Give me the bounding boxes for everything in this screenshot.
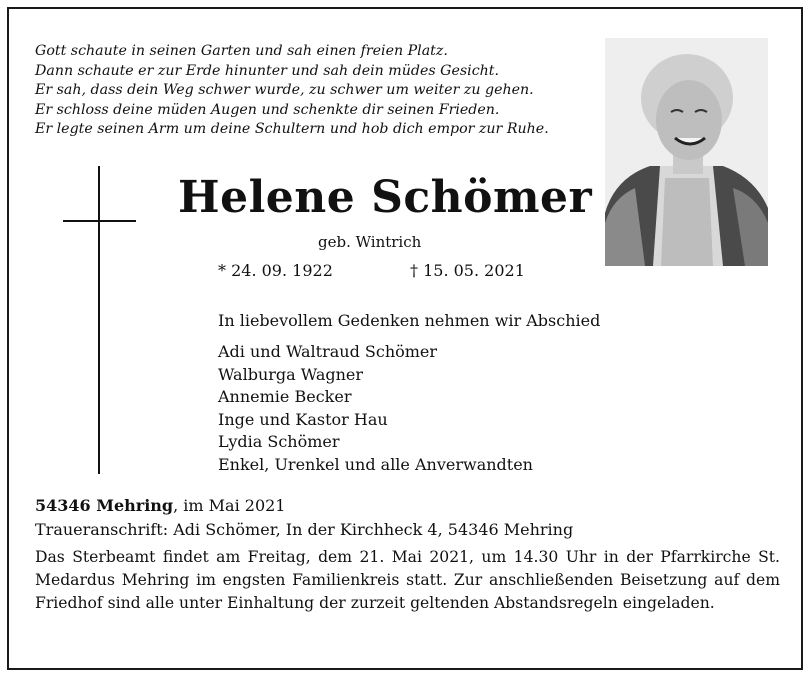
cross-vertical-bar bbox=[98, 166, 100, 474]
service-notice: Das Sterbeamt findet am Freitag, dem 21. Mai 2021, um 14.30 Uhr in der Pfarrkirche St. Medardus Mehring im engsten Familienkreis statt. Zur anschließenden Beisetzung auf dem Friedhof sind alle unter Einhaltung der zurzeit geltenden Abstandsregeln eingeladen. bbox=[35, 548, 780, 612]
place-month: , im Mai 2021 bbox=[173, 496, 286, 515]
poem-line: Er sah, dass dein Weg schwer wurde, zu schwer um weiter zu gehen. bbox=[35, 82, 534, 98]
mourner: Adi und Waltraud Schömer bbox=[218, 342, 438, 361]
maiden-name: geb. Wintrich bbox=[318, 233, 422, 251]
place-date bbox=[35, 496, 285, 515]
poem-line: Er schloss deine müden Augen und schenkte dir seinen Frieden. bbox=[35, 101, 500, 118]
poem-line: Dann schaute er zur Erde hinunter und sah dein müdes Gesicht. bbox=[35, 62, 499, 79]
mourner: Enkel, Urenkel und alle Anverwandten bbox=[218, 454, 533, 474]
mourner: Lydia Schömer bbox=[218, 432, 340, 451]
mourner: Inge und Kastor Hau bbox=[218, 409, 388, 429]
mourner: Annemie Becker bbox=[218, 387, 352, 406]
death-date: † 15. 05. 2021 bbox=[410, 261, 525, 280]
poem bbox=[35, 42, 605, 140]
portrait-photo bbox=[605, 38, 768, 266]
farewell-line: In liebevollem Gedenken nehmen wir Abschied bbox=[218, 311, 601, 330]
deceased-name: Helene Schömer bbox=[178, 172, 593, 223]
place-city: 54346 Mehring bbox=[35, 496, 174, 515]
poem-line: Er legte seinen Arm um deine Schultern und hob dich empor zur Ruhe. bbox=[35, 121, 549, 137]
poem-line: Gott schaute in seinen Garten und sah einen freien Platz. bbox=[35, 43, 448, 59]
mourner: Walburga Wagner bbox=[218, 364, 364, 384]
birth-date: * 24. 09. 1922 bbox=[218, 261, 333, 280]
mourning-address: Traueranschrift: Adi Schömer, In der Kirchheck 4, 54346 Mehring bbox=[35, 520, 574, 539]
cross-horizontal-bar bbox=[63, 220, 136, 222]
life-dates bbox=[218, 261, 525, 280]
mourners-list bbox=[218, 341, 533, 476]
